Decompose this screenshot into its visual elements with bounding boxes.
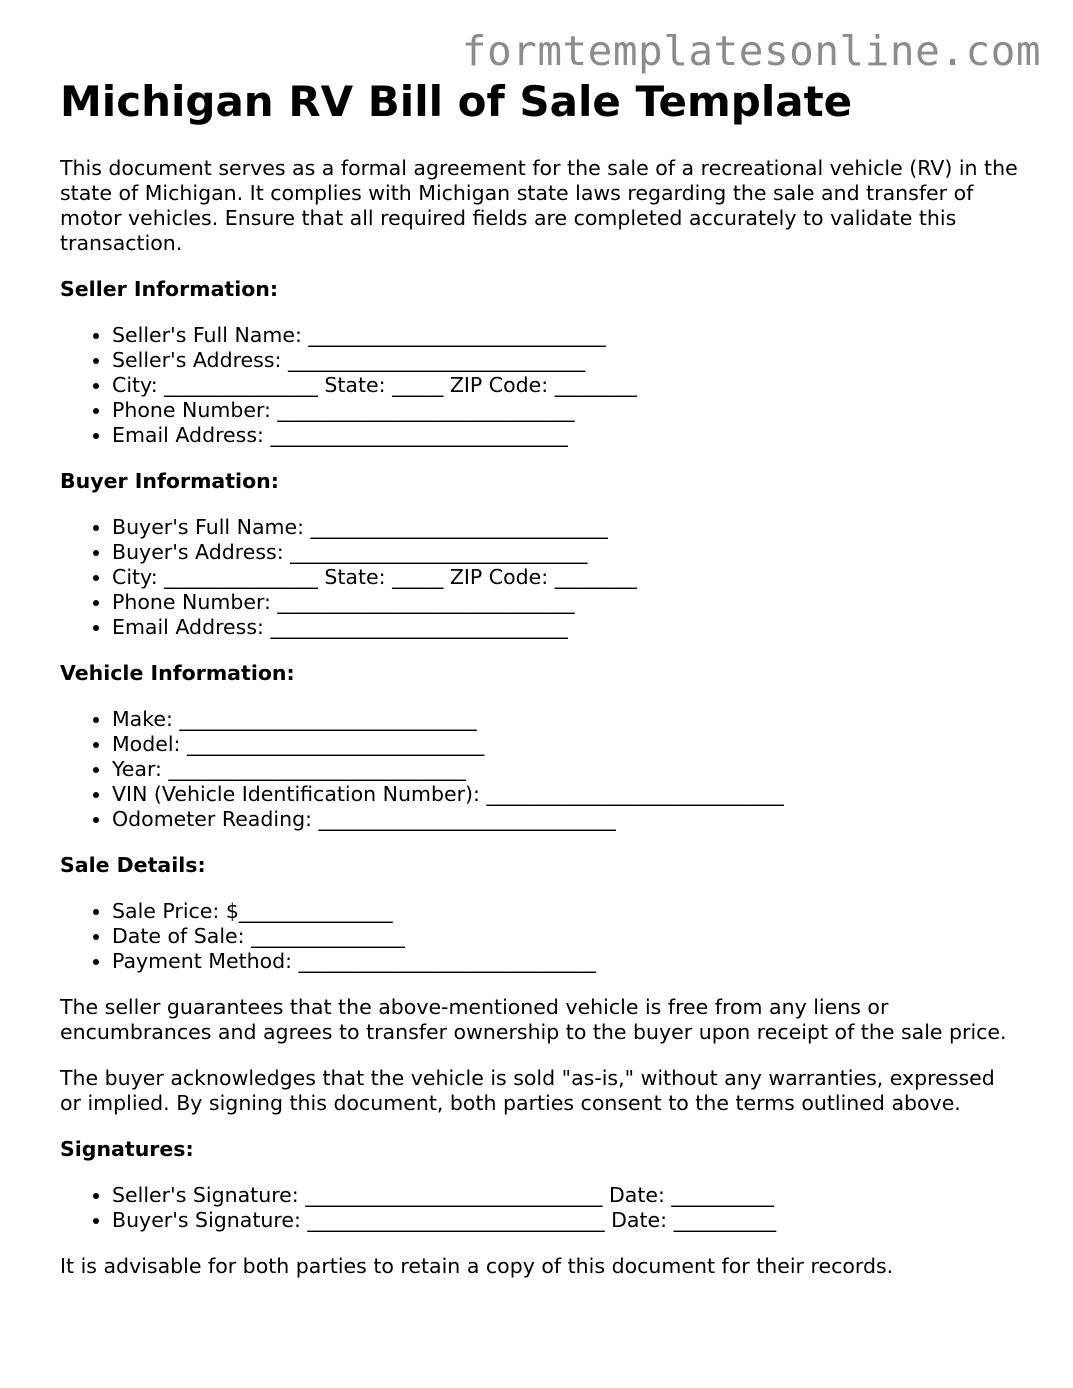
seller-heading: Seller Information: bbox=[60, 277, 279, 301]
buyer-heading: Buyer Information: bbox=[60, 469, 279, 493]
vehicle-list bbox=[60, 707, 1020, 832]
sale-heading: Sale Details: bbox=[60, 853, 206, 877]
intro-paragraph: This document serves as a formal agreement for the sale of a recreational vehicle (RV) in the state of Michigan. It complies with Michigan state laws regarding the sale and transfer of motor vehicles. Ensure that all required fields are completed accurately to validate this transaction. bbox=[60, 156, 1018, 255]
closing-paragraph: It is advisable for both parties to retain a copy of this document for their records. bbox=[60, 1254, 894, 1278]
list-item: • Year: _____________________________ bbox=[112, 757, 1020, 782]
list-item: • Buyer's Address: _____________________________ bbox=[112, 540, 1020, 565]
signatures-list bbox=[60, 1183, 1020, 1233]
guarantee-paragraph: The seller guarantees that the above-mentioned vehicle is free from any liens or encumbrances and agrees to transfer ownership to the buyer upon receipt of the sale price. bbox=[60, 995, 1007, 1044]
list-item: • VIN (Vehicle Identification Number): _____________________________ bbox=[112, 782, 1020, 807]
list-item: • Make: _____________________________ bbox=[112, 707, 1020, 732]
list-item: • Seller's Full Name: _____________________________ bbox=[112, 323, 1020, 348]
list-item: • Email Address: _____________________________ bbox=[112, 423, 1020, 448]
list-item: • Buyer's Signature: _____________________________ Date: __________ bbox=[112, 1208, 1020, 1233]
list-item: • Phone Number: _____________________________ bbox=[112, 398, 1020, 423]
list-item: • City: _______________ State: _____ ZIP Code: ________ bbox=[112, 373, 1020, 398]
seller-list bbox=[60, 323, 1020, 448]
list-item: • Email Address: _____________________________ bbox=[112, 615, 1020, 640]
buyer-list bbox=[60, 515, 1020, 640]
acknowledge-paragraph: The buyer acknowledges that the vehicle is sold "as-is," without any warranties, expressed or implied. By signing this document, both parties consent to the terms outlined above. bbox=[60, 1066, 995, 1115]
signatures-heading: Signatures: bbox=[60, 1137, 194, 1161]
list-item: • Payment Method: _____________________________ bbox=[112, 949, 1020, 974]
list-item: • Seller's Signature: _____________________________ Date: __________ bbox=[112, 1183, 1020, 1208]
list-item: • Odometer Reading: _____________________________ bbox=[112, 807, 1020, 832]
list-item: • Sale Price: $_______________ bbox=[112, 899, 1020, 924]
sale-list bbox=[60, 899, 1020, 974]
document-body bbox=[60, 76, 1020, 1279]
vehicle-heading: Vehicle Information: bbox=[60, 661, 295, 685]
watermark: formtemplatesonline.com bbox=[461, 27, 1041, 75]
list-item: • Seller's Address: _____________________________ bbox=[112, 348, 1020, 373]
list-item: • Model: _____________________________ bbox=[112, 732, 1020, 757]
list-item: • Buyer's Full Name: _____________________________ bbox=[112, 515, 1020, 540]
list-item: • City: _______________ State: _____ ZIP Code: ________ bbox=[112, 565, 1020, 590]
list-item: • Date of Sale: _______________ bbox=[112, 924, 1020, 949]
list-item: • Phone Number: _____________________________ bbox=[112, 590, 1020, 615]
document-title: Michigan RV Bill of Sale Template bbox=[60, 77, 853, 126]
